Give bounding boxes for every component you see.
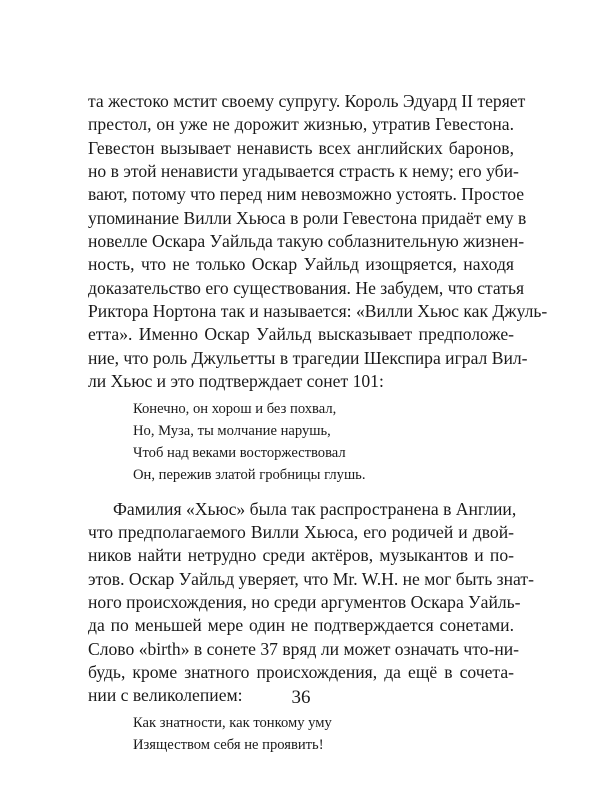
text-line: да по меньшей мере один не подтверждается сонетами. <box>88 615 514 636</box>
text-line: упоминание Вилли Хьюса в роли Гевестона придаёт ему в <box>88 207 527 228</box>
text-line: етта». Именно Оскар Уайльд высказывает предположе- <box>88 324 514 345</box>
text-line: ли Хьюс и это подтверждает сонет 101: <box>88 371 384 392</box>
text-line: что предполагаемого Вилли Хьюса, его родичей и двой- <box>88 522 514 542</box>
text-line: ного происхождения, но среди аргументов Оскара Уайль- <box>88 592 521 613</box>
verse-line: Изяществом себя не проявить! <box>133 736 324 753</box>
verse-line: Как знатности, как тонкому уму <box>133 714 332 731</box>
text-line: будь, кроме знатного происхождения, да ещё в сочета- <box>88 662 514 683</box>
verse-line: Но, Муза, ты молчание нарушь, <box>133 423 331 440</box>
verse-quote-1 <box>88 399 514 486</box>
text-line: та жестоко мстит своему супругу. Король Эдуард II теряет <box>88 91 526 111</box>
verse-line: Чтоб над веками восторжествовал <box>133 445 346 462</box>
text-line: престол, он уже не дорожит жизнью, утратив Гевестона. <box>88 114 514 135</box>
verse-line: Конечно, он хорош и без похвал, <box>133 401 337 418</box>
text-line: ников найти нетрудно среди актёров, музыкантов и по- <box>88 545 514 566</box>
verse-quote-2 <box>88 713 514 757</box>
paragraph-2 <box>88 498 534 708</box>
text-line: ние, что роль Джульетты в трагедии Шекспира играл Вил- <box>88 347 528 368</box>
text-line: ность, что не только Оскар Уайльд изощряется, находя <box>88 254 514 275</box>
text-line: нии с великолепием: <box>88 685 243 706</box>
text-line: вают, потому что перед ним невозможно устоять. Простое <box>88 184 525 205</box>
text-line: Слово «birth» в сонете 37 вряд ли может означать что-ни- <box>88 638 520 659</box>
text-line: Риктора Нортона так и называется: «Вилли Хьюс как Джуль- <box>88 301 548 322</box>
text-line: этов. Оскар Уайльд уверяет, что Mr. W.H. не мог быть знат- <box>88 568 534 589</box>
text-line: доказательство его существования. Не забудем, что статья <box>88 277 525 298</box>
page-body <box>88 90 548 756</box>
verse-line: Он, пережив златой гробницы глушь. <box>133 466 366 483</box>
text-line: новелле Оскара Уайльда такую соблазнительную жизнен- <box>88 231 525 252</box>
paragraph-1 <box>88 90 548 393</box>
text-line: Фамилия «Хьюс» была так распространена в Англии, <box>113 498 517 519</box>
text-line: но в этой ненависти угадывается страсть к нему; его уби- <box>88 161 519 182</box>
page-number: 36 <box>291 687 311 708</box>
text-line: Гевестон вызывает ненависть всех английских баронов, <box>88 137 514 158</box>
